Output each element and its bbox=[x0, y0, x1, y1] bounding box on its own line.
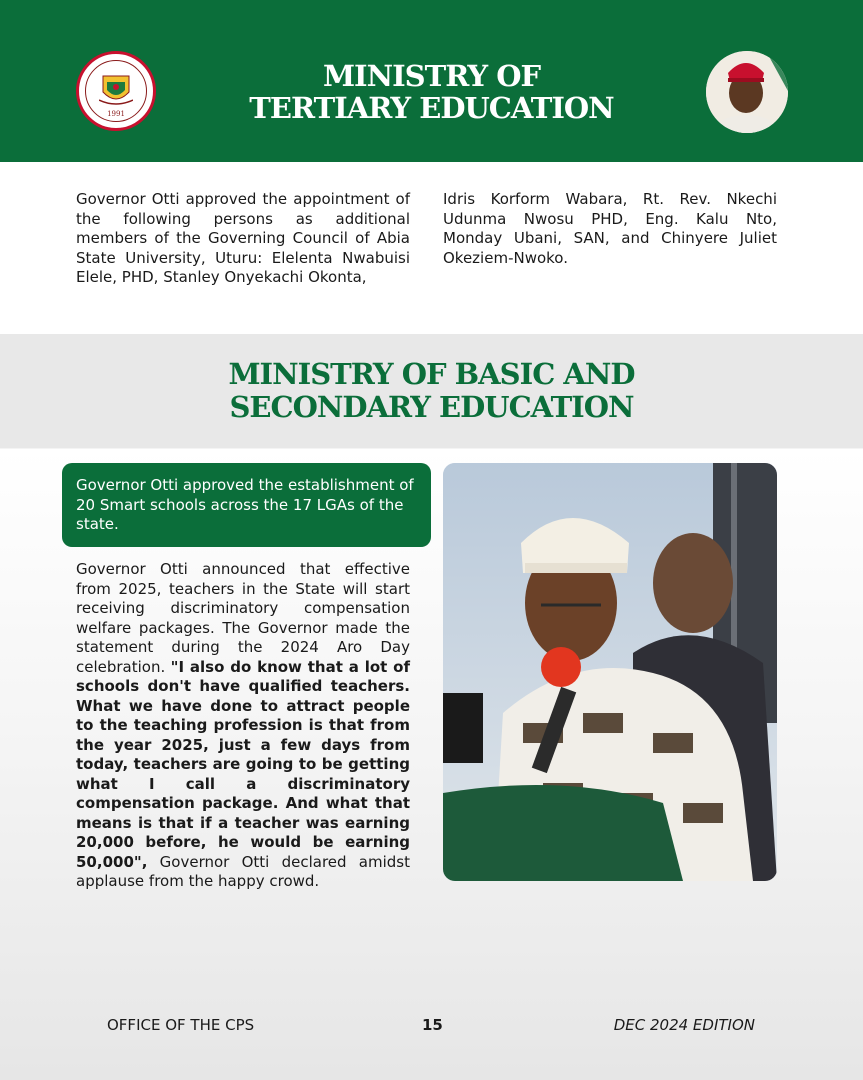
governor-quote: "I also do know that a lot of schools don't have qualified teachers. What we have done to attract people to the teaching profession is that from the year 2025, just a few days from today, teachers are going to be getting what I call a discriminatory compensation package. And what that means is that if a teacher was earning 20,000 before, he would be earning 50,000", bbox=[76, 657, 410, 871]
section-title bbox=[150, 358, 713, 424]
coat-of-arms-icon bbox=[99, 72, 133, 108]
title-line-2: TERTIARY EDUCATION bbox=[249, 91, 614, 125]
abia-state-seal bbox=[76, 51, 156, 131]
section-title-line-1: MINISTRY OF BASIC AND bbox=[228, 357, 635, 391]
governor-speaking-photo bbox=[443, 463, 777, 881]
footer-edition: DEC 2024 EDITION bbox=[613, 1016, 755, 1034]
title-line-1: MINISTRY OF bbox=[322, 59, 541, 93]
tertiary-paragraph-col1: Governor Otti approved the appointment of the following persons as additional members of the Governing Council of Abia State University, Uturu: Elelenta Nwabuisi Elele, PHD, Stanley Onyekachi Okonta, bbox=[76, 190, 410, 286]
smart-schools-callout: Governor Otti approved the establishment of 20 Smart schools across the 17 LGAs of the state. bbox=[62, 463, 431, 547]
governor-portrait bbox=[706, 51, 788, 133]
section-title-line-2: SECONDARY EDUCATION bbox=[229, 390, 634, 424]
page-header bbox=[0, 0, 863, 162]
governor-portrait-image bbox=[706, 51, 788, 133]
seal-year: 1991 bbox=[107, 110, 125, 118]
paragraph-intro: Governor Otti announced that effective from 2025, teachers in the State will start receiving discriminatory compensation welfare packages. The Governor made the statement during the 2024 Aro Day celebration. bbox=[76, 560, 410, 676]
teacher-compensation-paragraph bbox=[76, 560, 410, 892]
footer-office: OFFICE OF THE CPS bbox=[107, 1016, 255, 1034]
page-title bbox=[200, 60, 663, 124]
tertiary-paragraph-col2: Idris Korform Wabara, Rt. Rev. Nkechi Udunma Nwosu PHD, Eng. Kalu Nto, Monday Ubani, SAN, and Chinyere Juliet Okeziem-Nwoko. bbox=[443, 190, 777, 267]
page-number: 15 bbox=[422, 1016, 443, 1034]
governor-photo-image bbox=[443, 463, 777, 881]
paragraph-outro: Governor Otti declared amidst applause from the happy crowd. bbox=[76, 852, 410, 890]
